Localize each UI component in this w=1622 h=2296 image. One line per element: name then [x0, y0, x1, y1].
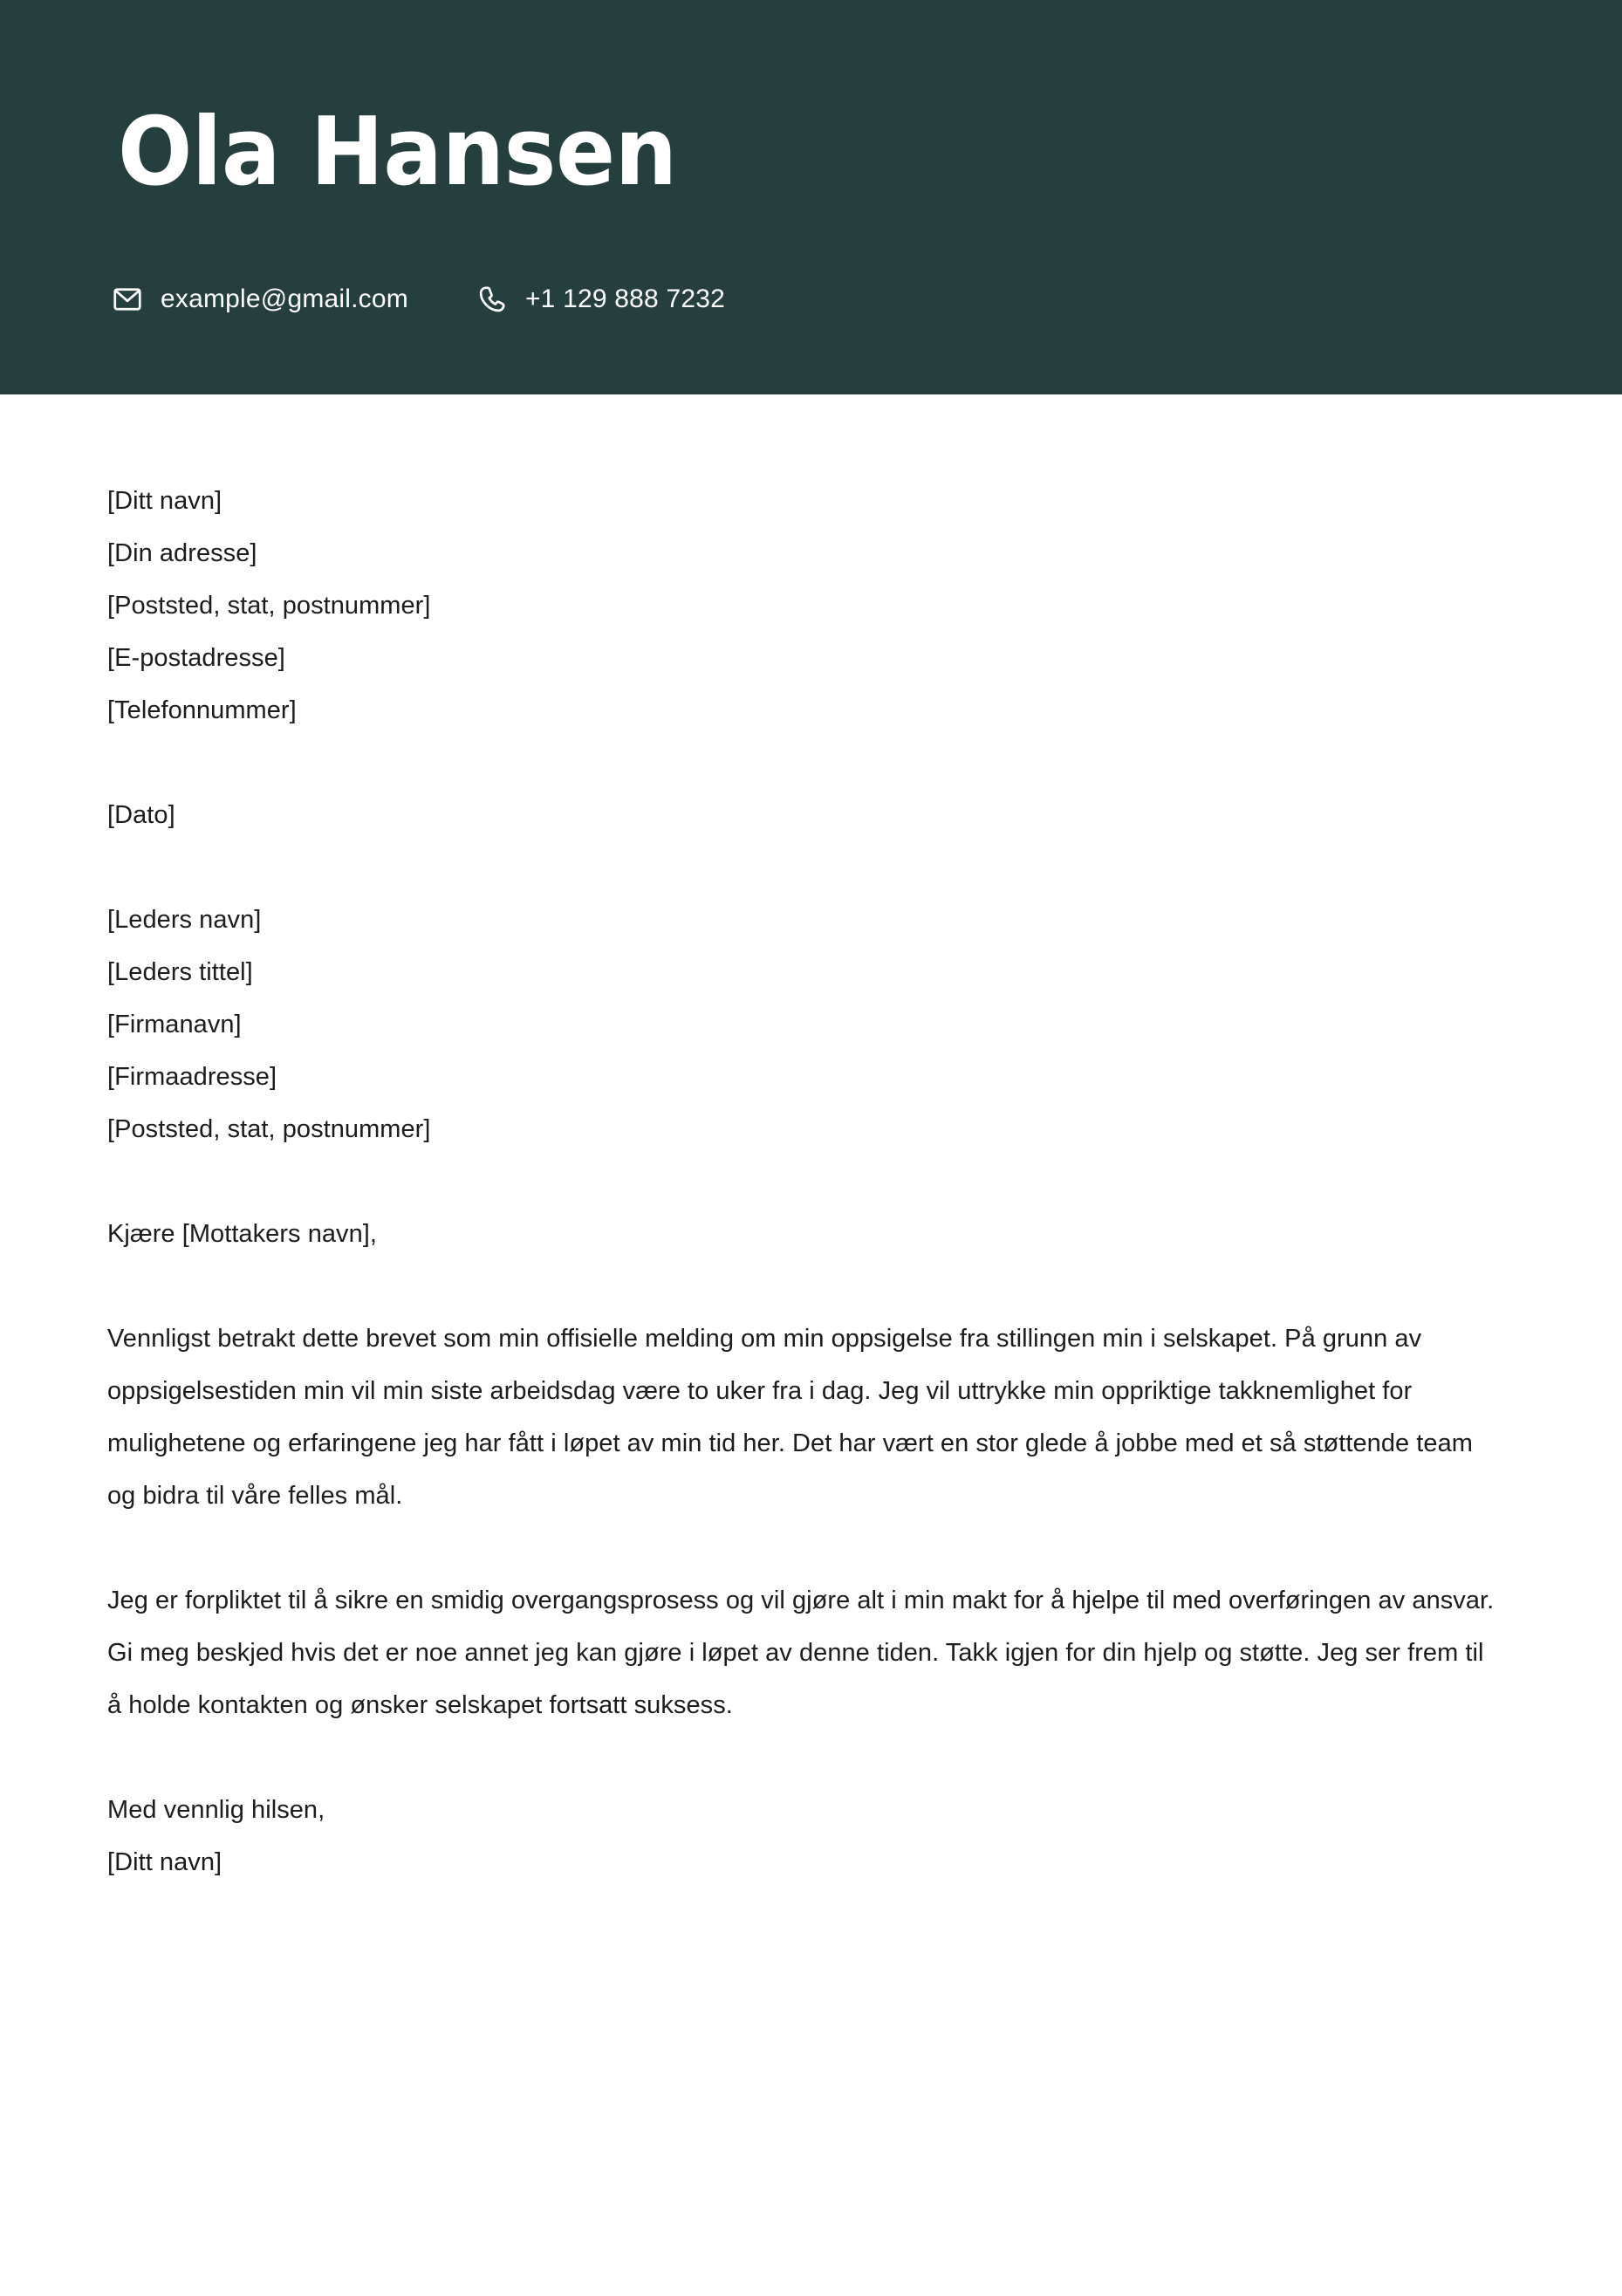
salutation: Kjære [Mottakers navn], [107, 1220, 377, 1248]
contact-phone-text: +1 129 888 7232 [524, 284, 726, 313]
contact-row [112, 284, 725, 315]
sender-line: [Ditt navn] [107, 487, 222, 515]
recipient-line: [Firmaadresse] [107, 1063, 277, 1091]
recipient-line: [Leders tittel] [107, 958, 253, 986]
paragraph-spacer [107, 1731, 1500, 1784]
paragraph-spacer [107, 1522, 1500, 1574]
page-title: Ola Hansen [118, 98, 677, 207]
closing-line: Med vennlig hilsen, [107, 1796, 325, 1824]
body-paragraph-2: Jeg er forpliktet til å sikre en smidig overgangsprosess og vil gjøre alt i min makt for å hjelpe til med overføringen av ansvar. Gi meg beskjed hvis det er noe annet jeg kan gjøre i løpet av denne tiden. Takk igjen for din hjelp og støtte. Jeg ser frem til å holde kontakten og ønsker selskapet fortsatt suksess. [107, 1587, 1495, 1719]
block-spacer [107, 1260, 1500, 1312]
contact-email [112, 284, 408, 315]
date-block [107, 789, 1500, 841]
recipient-address-block [107, 894, 1500, 1155]
contact-email-text: example@gmail.com [161, 284, 408, 313]
recipient-line: [Firmanavn] [107, 1011, 242, 1038]
sender-line: [E-postadresse] [107, 644, 285, 672]
body-paragraph-1: Vennligst betrakt dette brevet som min offisielle melding om min oppsigelse fra stillingen min i selskapet. På grunn av oppsigelsestiden min vil min siste arbeidsdag være to uker fra i dag. Jeg vil uttrykke min oppriktige takknemlighet for mulighetene og erfaringene jeg har fått i løpet av min tid her. Det har vært en stor glede å jobbe med et så støttende team og bidra til våre felles mål. [107, 1325, 1473, 1510]
block-spacer [107, 841, 1500, 894]
recipient-line: [Leders navn] [107, 906, 262, 934]
block-spacer [107, 737, 1500, 789]
sender-line: [Din adresse] [107, 539, 257, 567]
envelope-icon [112, 284, 143, 315]
salutation-block [107, 1208, 1500, 1260]
sender-line: [Poststed, stat, postnummer] [107, 592, 431, 620]
block-spacer [107, 1155, 1500, 1208]
signature-name: [Ditt navn] [107, 1848, 222, 1876]
contact-phone [476, 284, 725, 315]
sender-address-block [107, 475, 1500, 737]
sender-line: [Telefonnummer] [107, 696, 297, 724]
document-header-banner [0, 0, 1622, 394]
recipient-line: [Poststed, stat, postnummer] [107, 1115, 431, 1143]
closing-block [107, 1784, 1500, 1888]
phone-icon [476, 284, 508, 315]
date-line: [Dato] [107, 801, 175, 829]
letter-body [0, 394, 1622, 1888]
